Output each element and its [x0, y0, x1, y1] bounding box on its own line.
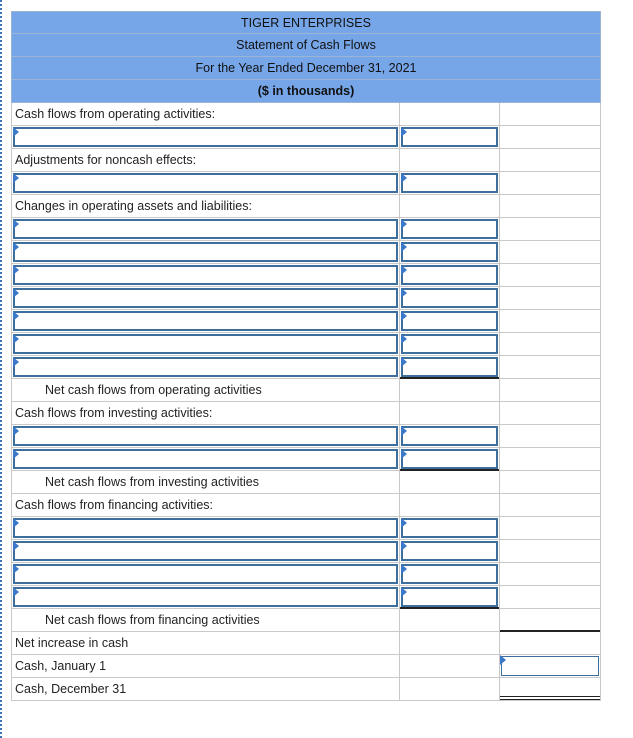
change-description-input-2[interactable]	[13, 242, 398, 262]
change-amount-input-7[interactable]	[401, 357, 498, 377]
table-row	[11, 172, 601, 195]
table-row	[11, 333, 601, 356]
table-row	[11, 356, 601, 379]
financing-amount-input-4[interactable]	[401, 587, 498, 607]
left-dotted-border	[0, 0, 2, 738]
change-description-input-5[interactable]	[13, 311, 398, 331]
change-amount-input-6[interactable]	[401, 334, 498, 354]
investing-description-input-2[interactable]	[13, 449, 398, 469]
table-row	[11, 241, 601, 264]
net-financing-label: Net cash flows from financing activities	[11, 609, 400, 631]
adjustment-description-input-1[interactable]	[13, 173, 398, 193]
table-row	[11, 448, 601, 471]
double-underline	[500, 696, 600, 700]
change-amount-input-5[interactable]	[401, 311, 498, 331]
change-amount-input-3[interactable]	[401, 265, 498, 285]
financing-description-input-4[interactable]	[13, 587, 398, 607]
table-row	[11, 586, 601, 609]
statement-title: Statement of Cash Flows	[11, 34, 601, 57]
change-description-input-1[interactable]	[13, 219, 398, 239]
table-row	[11, 287, 601, 310]
cash-january-amount-input[interactable]	[501, 656, 599, 676]
company-name: TIGER ENTERPRISES	[11, 11, 601, 34]
table-row	[11, 310, 601, 333]
investing-amount-input-2[interactable]	[401, 449, 498, 469]
table-row	[11, 264, 601, 287]
table-row	[11, 425, 601, 448]
adjustments-heading: Adjustments for noncash effects:	[11, 149, 400, 171]
cash-december-label: Cash, December 31	[11, 678, 400, 700]
financing-amount-input-1[interactable]	[401, 518, 498, 538]
financing-description-input-1[interactable]	[13, 518, 398, 538]
change-description-input-4[interactable]	[13, 288, 398, 308]
table-row	[11, 149, 601, 172]
net-increase-label: Net increase in cash	[11, 632, 400, 654]
change-description-input-7[interactable]	[13, 357, 398, 377]
operating-description-input-1[interactable]	[13, 127, 398, 147]
investing-amount-input-1[interactable]	[401, 426, 498, 446]
table-row	[11, 494, 601, 517]
table-row	[11, 540, 601, 563]
table-row	[11, 126, 601, 149]
table-row	[11, 609, 601, 632]
table-row	[11, 195, 601, 218]
changes-heading: Changes in operating assets and liabilities:	[11, 195, 400, 217]
table-row	[11, 218, 601, 241]
table-row	[11, 402, 601, 425]
change-description-input-3[interactable]	[13, 265, 398, 285]
investing-heading: Cash flows from investing activities:	[11, 402, 400, 424]
change-amount-input-1[interactable]	[401, 219, 498, 239]
financing-description-input-3[interactable]	[13, 564, 398, 584]
table-row	[11, 563, 601, 586]
net-investing-label: Net cash flows from investing activities	[11, 471, 400, 493]
financing-heading: Cash flows from financing activities:	[11, 494, 400, 516]
cash-flow-worksheet	[11, 11, 601, 701]
statement-units: ($ in thousands)	[11, 80, 601, 103]
financing-description-input-2[interactable]	[13, 541, 398, 561]
change-amount-input-4[interactable]	[401, 288, 498, 308]
financing-amount-input-2[interactable]	[401, 541, 498, 561]
cash-january-label: Cash, January 1	[11, 655, 400, 677]
table-row	[11, 632, 601, 655]
table-row	[11, 517, 601, 540]
financing-amount-input-3[interactable]	[401, 564, 498, 584]
net-operating-label: Net cash flows from operating activities	[11, 379, 400, 401]
table-row	[11, 471, 601, 494]
table-row	[11, 678, 601, 701]
table-row	[11, 655, 601, 678]
investing-description-input-1[interactable]	[13, 426, 398, 446]
table-row	[11, 103, 601, 126]
adjustment-amount-input-1[interactable]	[401, 173, 498, 193]
statement-period: For the Year Ended December 31, 2021	[11, 57, 601, 80]
change-amount-input-2[interactable]	[401, 242, 498, 262]
operating-heading: Cash flows from operating activities:	[11, 103, 400, 125]
operating-amount-input-1[interactable]	[401, 127, 498, 147]
change-description-input-6[interactable]	[13, 334, 398, 354]
table-row	[11, 379, 601, 402]
